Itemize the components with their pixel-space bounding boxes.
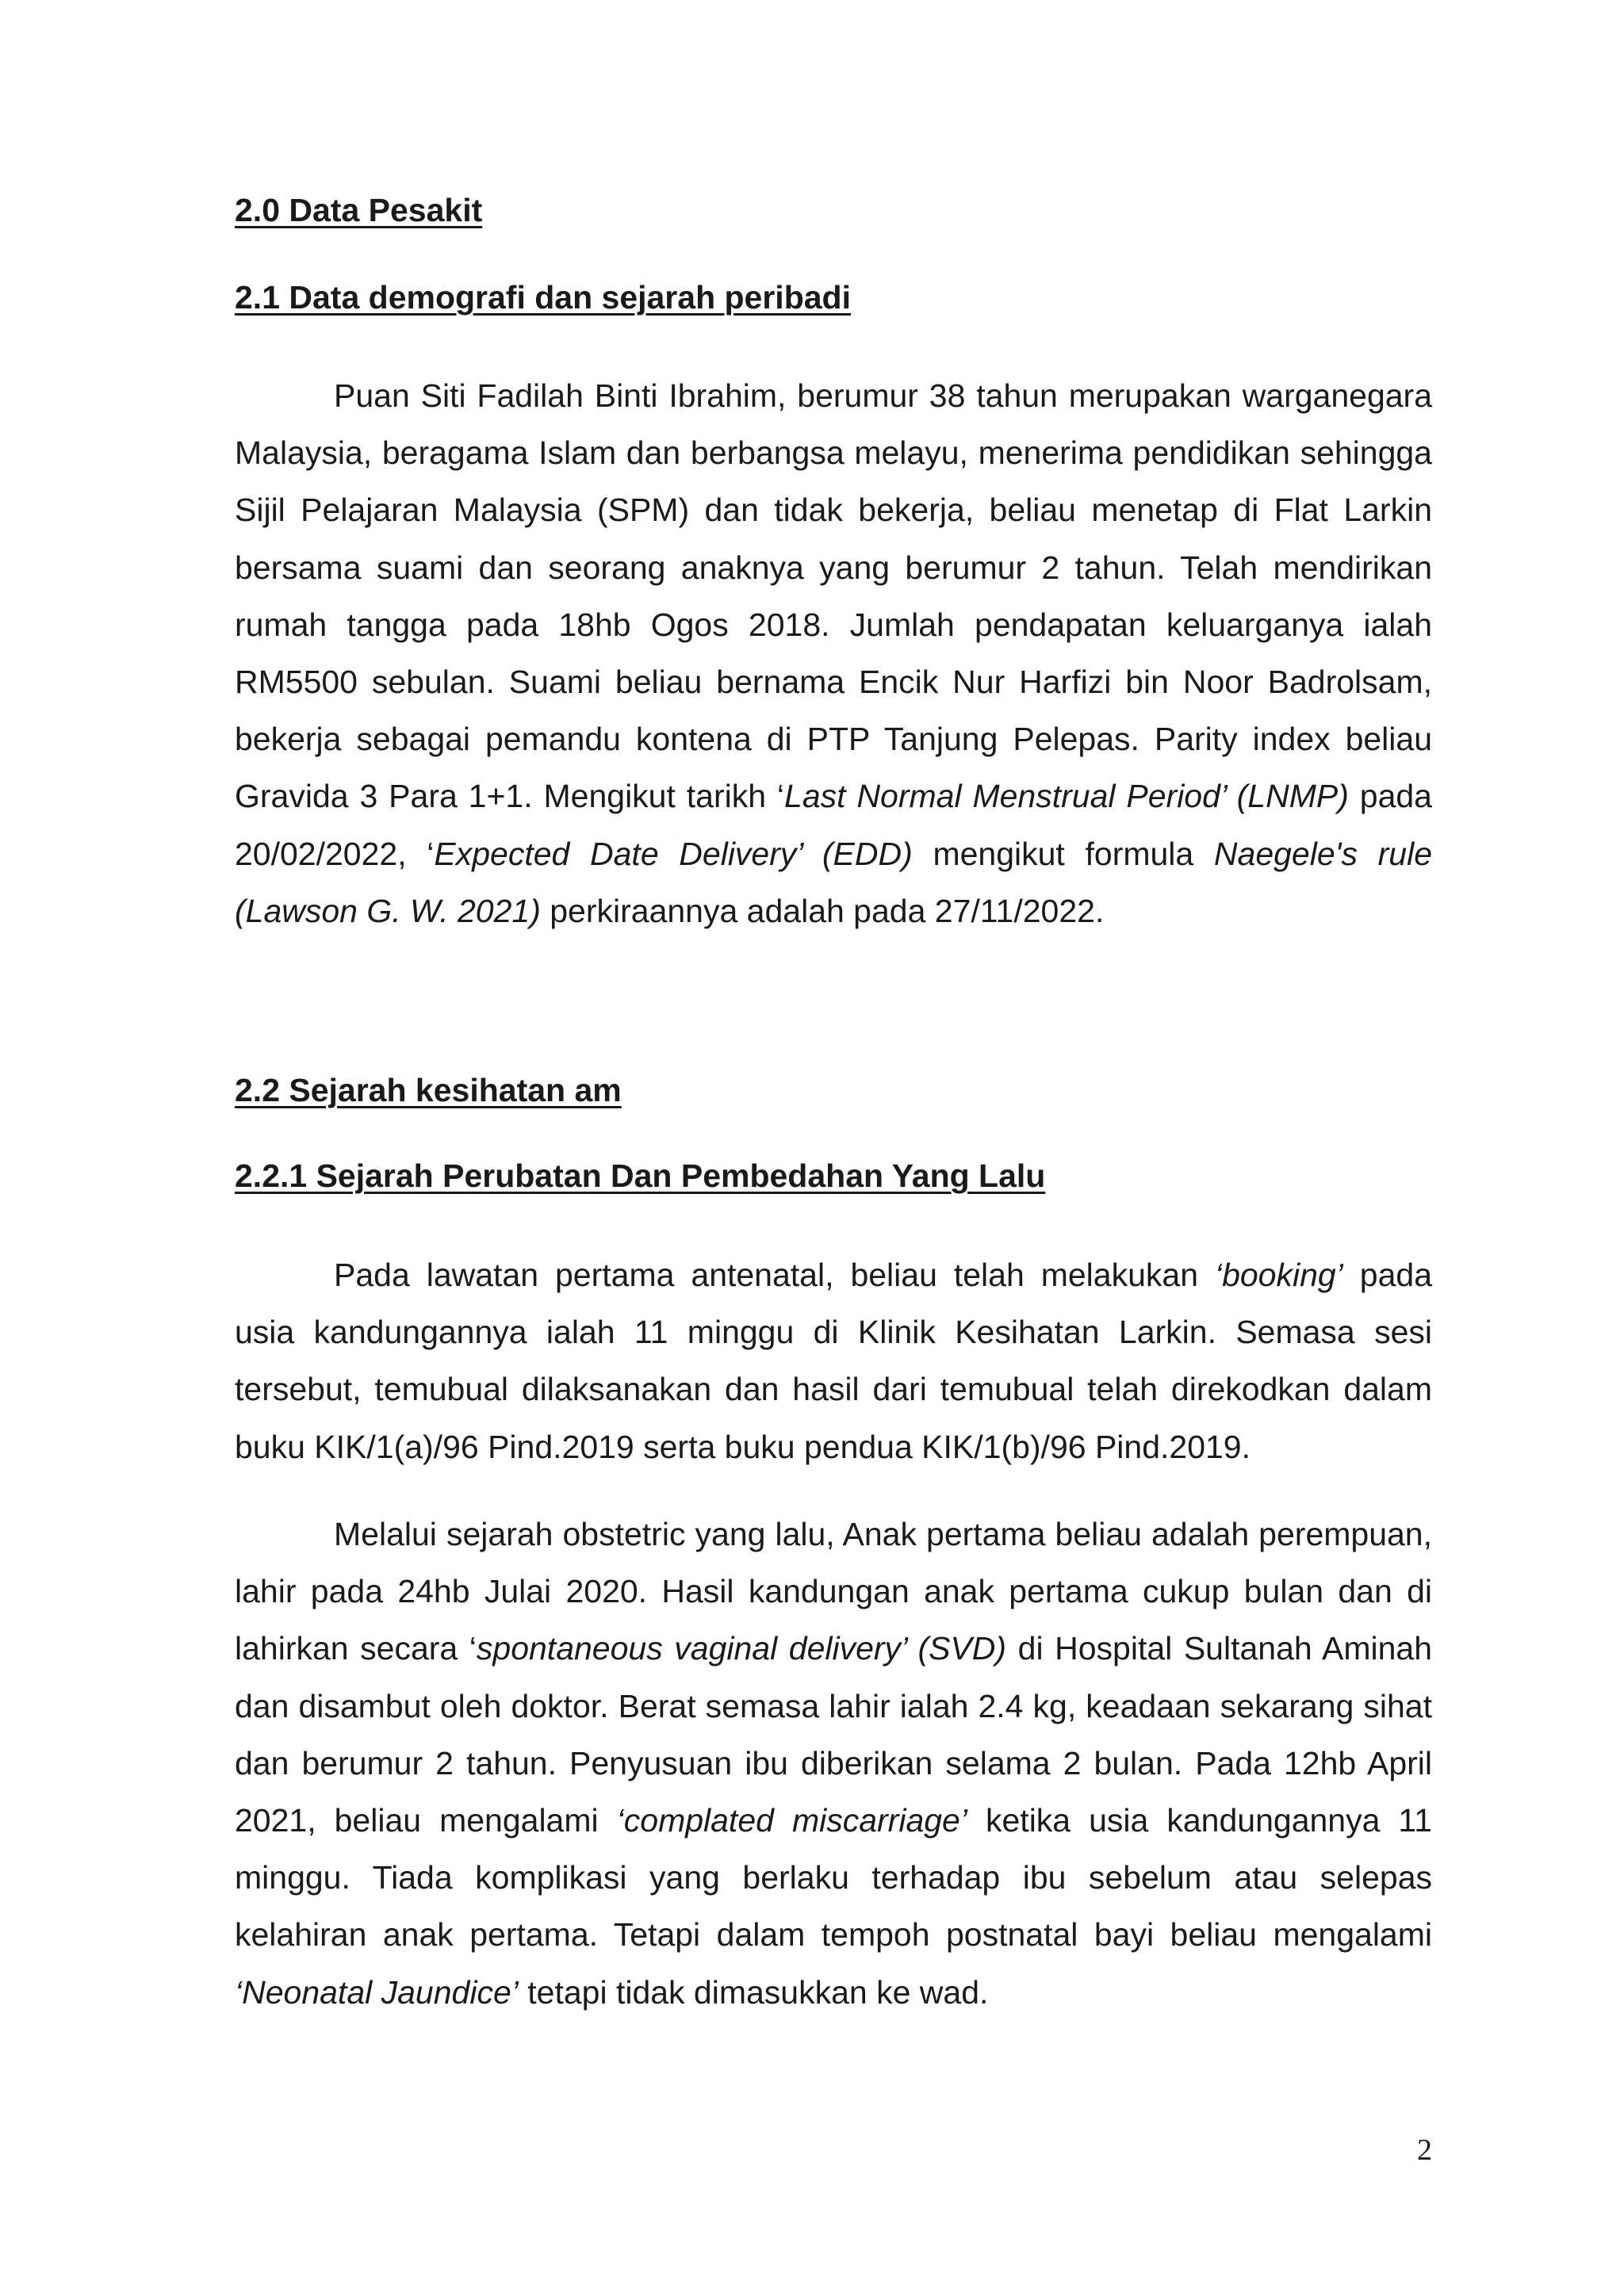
italic-segment: Expected Date Delivery’ (EDD) [434,835,913,872]
heading-data-pesakit: 2.0 Data Pesakit [235,192,483,228]
heading-sejarah-perubatan: 2.2.1 Sejarah Perubatan Dan Pembedahan Yang Lalu [235,1158,1046,1194]
text-segment: mengikut formula [912,835,1214,872]
italic-segment: spontaneous vaginal delivery’ (SVD) [476,1630,1007,1667]
text-segment: Pada lawatan pertama antenatal, beliau telah melakukan [334,1257,1215,1293]
text-segment: di Hospital Sultanah Aminah dan disambut oleh doktor. Berat semasa lahir ialah 2.4 kg, keadaan sekarang sihat dan berumur 2 tahun. Penyusuan ibu diberikan selama 2 bulan. Pada 12hb April 2021, beliau mengalami [235,1630,1432,1839]
italic-segment: Naegele's rule (Lawson G. W. 2021) [235,835,1433,929]
page-number: 2 [1417,2133,1432,2167]
italic-segment: Last Normal Menstrual Period’ (LNMP) [784,778,1349,815]
text-segment: Melalui sejarah obstetric yang lalu, Anak pertama beliau adalah perempuan, lahir pada 24hb Julai 2020. Hasil kandungan anak pertama cukup bulan dan di lahirkan secara ‘ [235,1516,1432,1667]
italic-segment: ‘Neonatal Jaundice’ [235,1973,519,2011]
paragraph-demographics [235,367,1432,939]
italic-segment: ‘booking’ [1214,1257,1343,1293]
text-segment: pada 20/02/2022, ‘ [235,778,1432,872]
italic-segment: ‘complated miscarriage’ [616,1802,967,1839]
text-segment: ketika usia kandungannya 11 minggu. Tiada komplikasi yang berlaku terhadap ibu sebelum atau selepas kelahiran anak pertama. Tetapi dalam tempoh postnatal bayi beliau mengalami [235,1802,1432,1954]
paragraph-antenatal-visit [235,1246,1432,1475]
heading-sejarah-kesihatan: 2.2 Sejarah kesihatan am [235,1072,622,1108]
text-segment: Puan Siti Fadilah Binti Ibrahim, berumur 38 tahun merupakan warganegara Malaysia, beragama Islam dan berbangsa melayu, menerima pendidikan sehingga Sijil Pelajaran Malaysia (SPM) dan tidak bekerja, beliau menetap di Flat Larkin bersama suami dan seorang anaknya yang berumur 2 tahun. Telah mendirikan rumah tangga pada 18hb Ogos 2018. Jumlah pendapatan keluarganya ialah RM5500 sebulan. Suami beliau bernama Encik Nur Harfizi bin Noor Badrolsam, bekerja sebagai pemandu kontena di PTP Tanjung Pelepas. Parity index beliau Gravida 3 Para 1+1. Mengikut tarikh ‘ [235,377,1432,815]
paragraph-obstetric-history [235,1506,1432,2021]
text-segment: tetapi tidak dimasukkan ke wad. [518,1973,989,2011]
text-segment: perkiraannya adalah pada 27/11/2022. [540,892,1105,929]
text-segment: pada usia kandungannya ialah 11 minggu di Klinik Kesihatan Larkin. Semasa sesi tersebut, temubual dilaksanakan dan hasil dari temubual telah direkodkan dalam buku KIK/1(a)/96 Pind.2019 serta buku pendua KIK/1(b)/96 Pind.2019. [235,1257,1432,1465]
heading-data-demografi: 2.1 Data demografi dan sejarah peribadi [235,279,851,316]
